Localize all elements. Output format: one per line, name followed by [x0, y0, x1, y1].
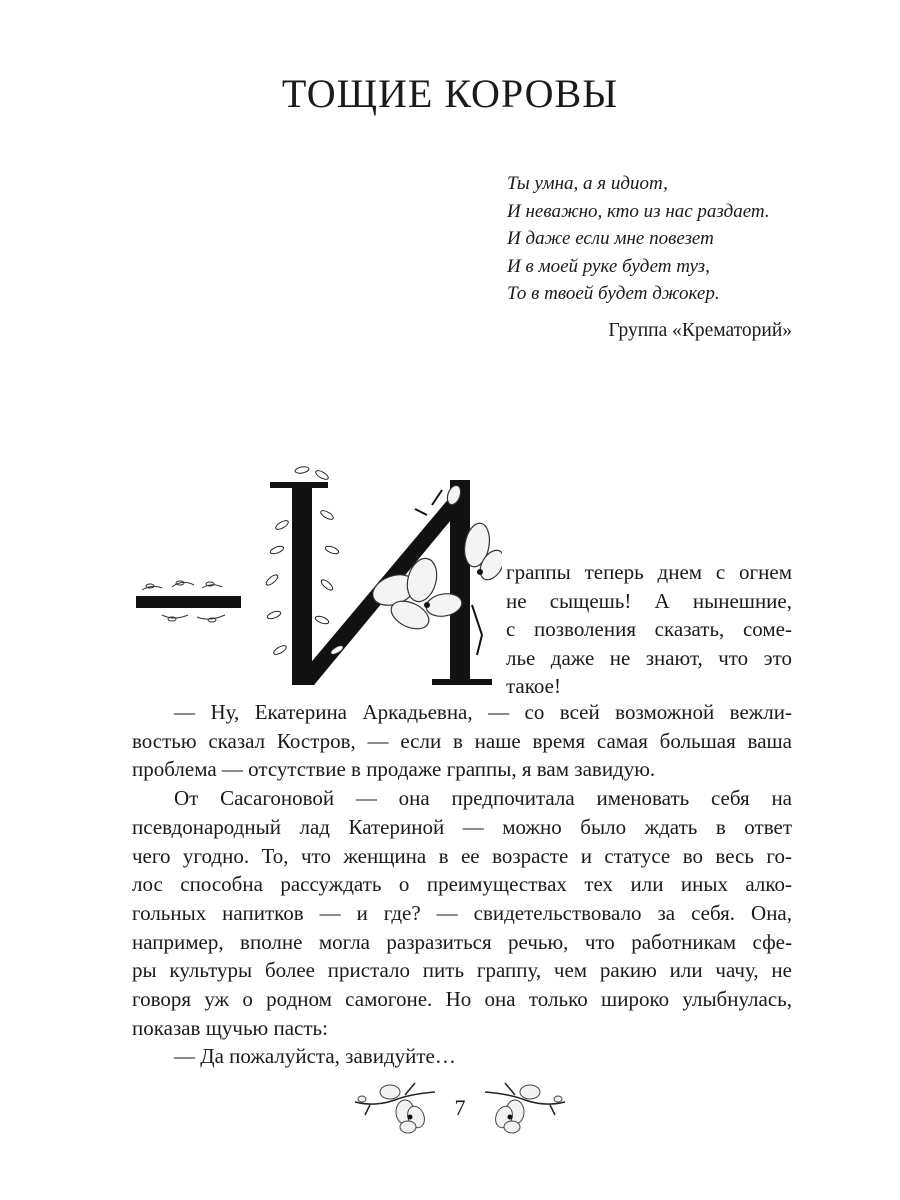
text-line: псевдонародный лад Катериной — можно было ждать в ответ — [132, 814, 792, 839]
text-line: говоря уж о родном самогоне. Но она только широко улыбнулась, — [132, 987, 792, 1012]
text-line: такое! — [506, 674, 561, 698]
flower-ornament-icon — [350, 1077, 440, 1137]
text-line: — Да пожалуйста, завидуйте… — [174, 1044, 456, 1069]
text-line: лос способна рассуждать о преимуществах тех или иных алко- — [132, 872, 792, 897]
text-line: востью сказал Костров, — если в наше время самая большая ваша — [132, 728, 792, 753]
epigraph-line: И неважно, кто из нас раздает. — [507, 200, 770, 222]
flower-ornament-icon — [480, 1077, 570, 1137]
lead-paragraph — [506, 558, 792, 701]
text-line: не сыщешь! А нынешние, — [506, 588, 792, 613]
page-footer — [340, 1075, 580, 1145]
body-text — [132, 698, 792, 1071]
text-line: гольных напитков — и где? — свидетельствовало за себя. Она, — [132, 900, 792, 925]
text-line: От Сасагоновой — она предпочитала именовать себя на — [174, 786, 792, 811]
epigraph-source: Группа «Крематорий» — [608, 320, 792, 341]
epigraph-line: То в твоей будет джокер. — [507, 283, 720, 304]
text-line: например, вполне могла разразиться речью, что работникам сфе- — [132, 929, 792, 954]
text-line: чего угодно. То, что женщина в ее возрасте и статусе во весь го- — [132, 843, 792, 868]
chapter-title: ТОЩИЕ КОРОВЫ — [281, 71, 619, 116]
page-number: 7 — [454, 1095, 466, 1120]
text-line: проблема — отсутствие в продаже граппы, я вам завидую. — [132, 757, 656, 782]
text-line: с позволения сказать, соме- — [506, 617, 792, 641]
text-line: лье даже не знают, что это — [506, 645, 792, 670]
text-line: ры культуры более пристало пить граппу, чем ракию или чачу, не — [132, 958, 792, 983]
epigraph-line: Ты умна, а я идиот, — [507, 173, 668, 194]
epigraph — [507, 170, 797, 308]
text-line: граппы теперь днем с огнем — [506, 560, 792, 584]
epigraph-line: И в моей руке будет туз, — [507, 255, 710, 277]
text-line: показав щучью пасть: — [132, 1015, 328, 1040]
text-line: — Ну, Екатерина Аркадьевна, — со всей возможной вежли- — [174, 700, 792, 724]
floral-dropcap-icon — [132, 455, 502, 695]
floral-dropcap — [132, 455, 502, 695]
epigraph-line: И даже если мне повезет — [507, 228, 714, 249]
